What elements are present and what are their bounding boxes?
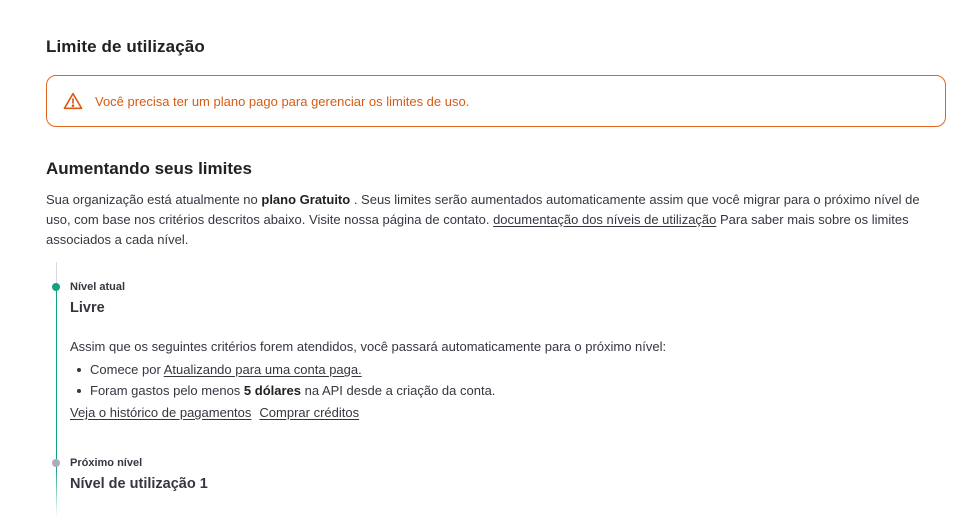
increasing-limits-description (46, 190, 936, 250)
alert-text: Você precisa ter um plano pago para gerenciar os limites de uso. (95, 93, 470, 109)
criteria-text: Foram gastos pelo menos (90, 383, 244, 398)
criteria-intro: Assim que os seguintes critérios forem atendidos, você passará automaticamente para o próximo nível: (70, 339, 667, 354)
intro-text: Sua organização está atualmente no (46, 192, 262, 207)
buy-credits-link[interactable]: Comprar créditos (259, 405, 360, 420)
current-tier-name: Livre (70, 300, 105, 316)
spend-amount: 5 dólares (243, 383, 301, 398)
timeline-line (56, 467, 58, 517)
current-plan-name: plano Gratuito (261, 192, 351, 207)
next-tier-dot (52, 459, 60, 467)
current-tier-label: Nível atual (70, 281, 126, 293)
criteria-item (90, 380, 495, 401)
warning-triangle-icon (63, 92, 83, 110)
next-tier-label: Próximo nível (70, 457, 143, 469)
current-tier-dot (52, 283, 60, 291)
upgrade-paid-account-link[interactable]: Atualizando para uma conta paga. (163, 362, 362, 377)
timeline-line (56, 262, 57, 284)
tier-actions (70, 405, 359, 420)
criteria-list (90, 359, 495, 401)
paid-plan-alert (46, 75, 946, 127)
criteria-text: na API desde a criação da conta. (301, 383, 496, 398)
intro-text: Para saber mais sobre os limites associados a cada nível. (46, 212, 909, 247)
usage-tiers-docs-link[interactable]: documentação dos níveis de utilização (493, 212, 717, 227)
timeline-line (56, 291, 58, 459)
criteria-text: Comece por (90, 362, 164, 377)
increasing-limits-title: Aumentando seus limites (46, 159, 252, 178)
intro-text: . Seus limites serão aumentados automaticamente assim que você migrar para o próximo nível de uso, com base nos critérios descritos abaixo. Visite nossa página de contato. (46, 192, 920, 227)
usage-limit-title: Limite de utilização (46, 37, 205, 56)
next-tier-name: Nível de utilização 1 (70, 476, 208, 492)
billing-history-link[interactable]: Veja o histórico de pagamentos (70, 405, 252, 420)
criteria-item (90, 359, 495, 380)
